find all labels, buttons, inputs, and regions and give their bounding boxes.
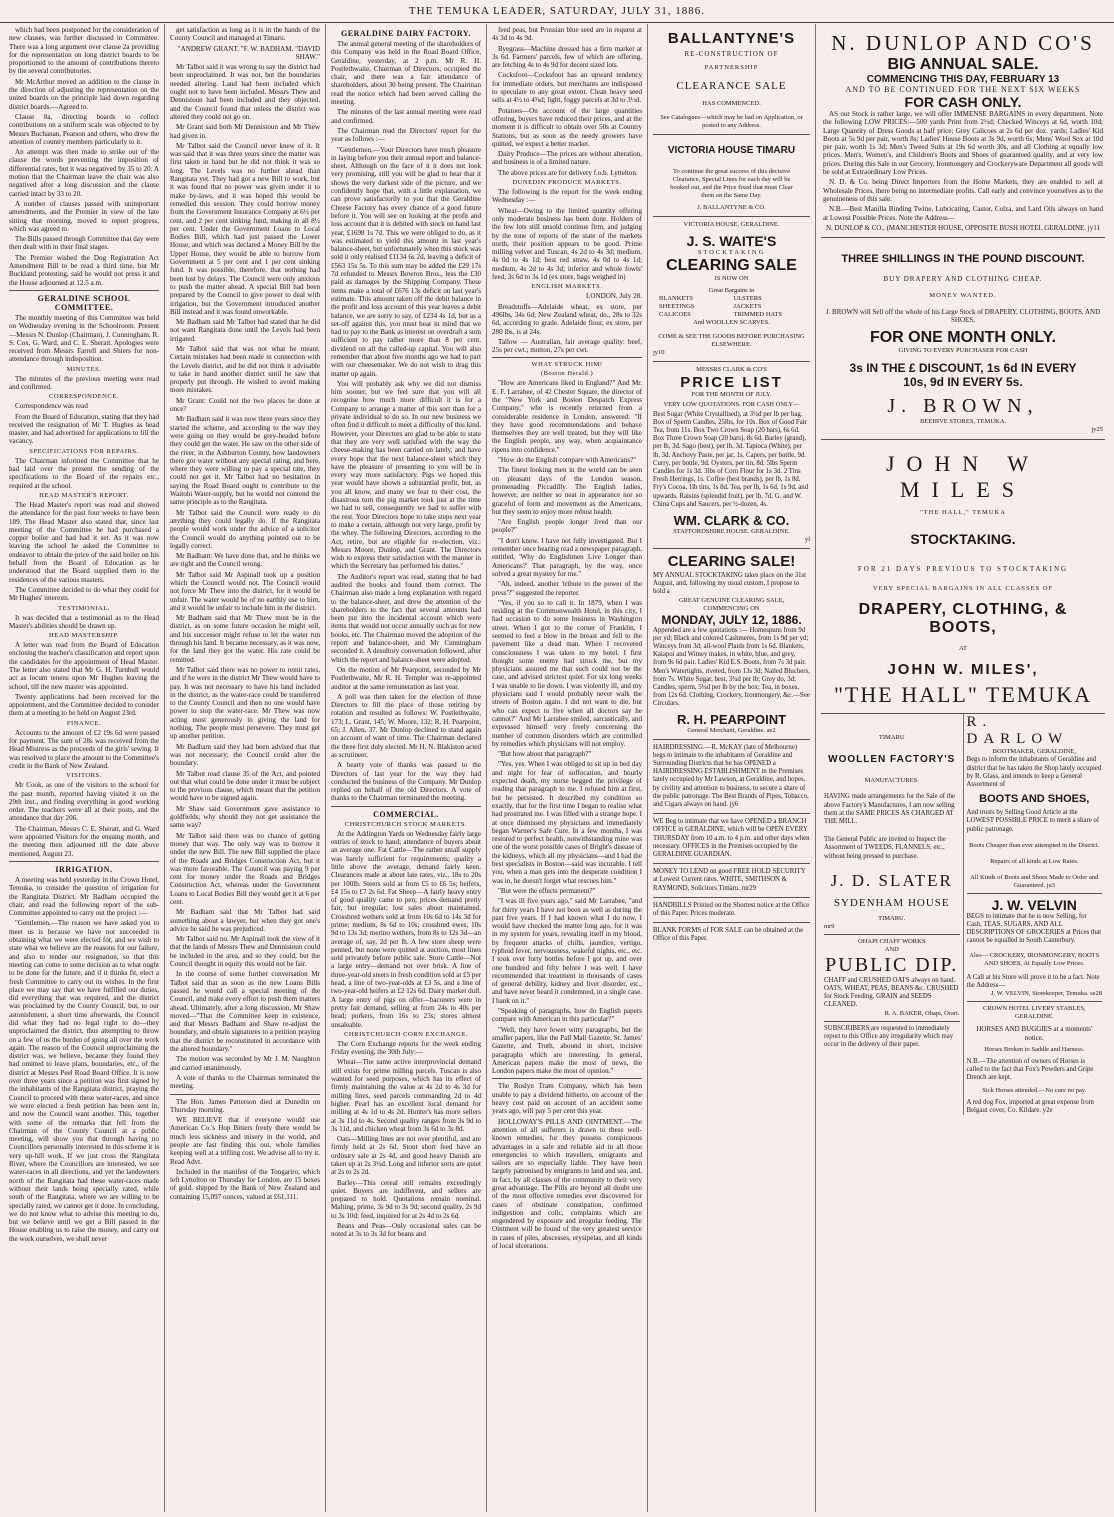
- ad-line: CROWN HOTEL LIVERY STABLES, GERALDINE.: [982, 1005, 1086, 1020]
- dateline: LONDON, July 28.: [586, 292, 642, 301]
- article-text: Twenty applications had been received for the appointment, and the Committee decided to consider them at a meeting to be held on August 23rd.: [9, 692, 159, 718]
- ad-line: CLEARANCE SALE: [676, 79, 787, 92]
- section-subheading: ENGLISH MARKETS.: [531, 283, 603, 291]
- article-heading: COMMERCIAL.: [373, 809, 439, 819]
- ad-pearpoint: [653, 549, 810, 740]
- ad-title: R. DARLOW: [966, 714, 1069, 748]
- divider: [492, 1078, 642, 1079]
- ad-line: FOR ONE MONTH ONLY.: [869, 328, 1057, 346]
- article-text: At the Addington Yards on Wednesday fairly large entries of stock to hand; attendance of buyers about an average one. Fat Cattle—The rather small supply was barely sufficient for requirements; quality a little above the average, demand fairly keen. Clearances made at about late rates, viz., 18s to 20s per 100lb. Steers sold at from £5 to £6 5s; heifers, £4 15s to £7 2s 6d. Fat Sheep—A fairly heavy entry of good quality came to pen; prices demand pretty fair, but irregular; lost sales about maintained. Crossbred wethers sold at from 10s 6d to 14s 3d for prime; medium, 8s 6d to 10s; crossbred ewes, 10s 9d to 13s 3d; merino wethers, from 8s to 12s 3d—an average of, say, 2d per lb. A few store sheep were penned, but none were quitted at auction, most lines sold privately before public sale. Store Cattle—Not a large entry—demand not over brisk. A line of three-year-old steers in fresh condition sold at £5 per head, a line of two-year-olds at £3 5s, and a line of two-year-old heifers at £2 12s 6d. Dairy market dull. A large entry of pigs on offer—baconers were in pretty fair demand, selling at from 24s to 40s per head; porkers, from 16s to 23s; stores almost unsaleable.: [331, 829, 481, 1029]
- ad-line: BOOTS AND SHOES,: [979, 793, 1090, 806]
- article-text: feed peas, but Prussian blue seed are in request at 4s 3d to 4s 9d.: [492, 26, 642, 43]
- article-text: A vote of thanks to the Chairman terminated the meeting.: [170, 1073, 320, 1091]
- section-subheading: FINANCE.: [66, 719, 102, 727]
- ad-line: 3s IN THE £ DISCOUNT, 1s 6d IN EVERY 10s, 9d IN EVERY 5s.: [849, 360, 1077, 389]
- ad-title: WM. CLARK & CO.: [673, 512, 790, 528]
- article-text: Breadstuffs—Adelaide wheat, ex store, per 496lbs, 34s 6d; New Zealand wheat, do., 28s to 32s 6d, according to grade. Adelaide flour, ex store, per 280 lbs, is at 24s.: [492, 302, 642, 336]
- section-subheading: SPECIFICATIONS FOR REPAIRS.: [29, 447, 139, 455]
- ad-line: OHAPI CHAFF WORKS: [858, 937, 926, 945]
- article-text: Ryegrass—Machine dressed has a firm market at 3s 6d. Farmers' parcels, few of which are offering, are fetching 4s to 4s 9d for decent sized lots.: [492, 44, 642, 70]
- column-4: [487, 24, 648, 1512]
- ad-line: COME & SEE THE GOODS BEFORE PURCHASING ELSEWHERE.: [658, 332, 805, 348]
- ad-darlow: [967, 714, 1103, 889]
- article-text: Potatoes—On account of the large quantities offering, buyers have reduced their prices, and at the moment it is difficult to obtain over 50s at Country Stations, but as soon as the needy growers have quitted, we expect a better market.: [492, 106, 642, 148]
- ad-text: The General Public are invited to Inspect the Assortment of TWEEDS, FLANNELS, etc., without being pressed to purchase.: [824, 836, 946, 860]
- article-text: Accounts to the amount of £2 19s 6d were passed for payment. The sum of 28s was received from the Head Mistress as the proceeds of the girls' sewing. It was resolved to place the amount to the Committee's credit in the Bank of New Zealand.: [9, 728, 159, 770]
- ad-title: JOHN W MILES: [885, 450, 1041, 502]
- ad-victoria-house: [653, 135, 810, 217]
- article-text: The Auditor's report was read, stating that he had audited the books and found them correct. The Chairman also made a long explanation with regard to the balance-sheet, and drew the attention of the shareholders to the fact that several amounts had been put into the incidental account which were items that would not occur annually such as for new books, etc. The Chairman moved the adoption of the report and balance-sheet, and Mr Cunningham seconded it. A desultory conversation followed, after which the report and balance-sheet were adopted.: [331, 572, 481, 664]
- ad-text: HAIRDRESSING.—R. McKAY (late of Melbourne) begs to intimate to the inhabitants of Geraldine and Surrounding Districts that he has OPENED a HAIRDRESSING ESTABLISHMENT in the Premises lately occupied by Mr Lawson, at Geraldine, and hopes, by civility and attention to business, to secure a share of the public patronage. The Best Brands of Pipes, Tobacco, and Cigars always on hand. jy6: [653, 743, 809, 808]
- news-item: HOLLOWAY'S PILLS AND OINTMENT.—The attention of all sufferers is drawn to these well-known remedies, for they possess conspicuous advantages in a safe and reliable aid in all those emergencies to which travellers, emigrants and sailors are so especially liable. They have been largely patronised by emigrants to land and sea, and, in fact, by all classes of the community to their very great advantage. The Pills are beyond all doubt one of the most effective remedies ever discovered for cases of obstinate constipation, confirmed indigestion and colic, complaints which are engendered by exposure and irregular feeding. The Ointment will be found of the very greatest service in cases of piles, abscesses, erysipelas, and all kinds of local ulcerations.: [492, 1117, 642, 1251]
- section-subheading: WHAT STRUCK HIM!: [531, 361, 603, 369]
- ad-text: HAVING made arrangements for the Sale of the above Factory's Manufactures, I am now selling them at the SAME PRICES AS CHARGED AT THE MILL.: [824, 793, 956, 825]
- article-text: The following is the report for the week ending Wednesday :—: [492, 188, 642, 205]
- ad-title: R. H. PEARPOINT: [676, 711, 787, 727]
- article-text: "But how about that paragraph?": [498, 750, 592, 759]
- article-heading: IRRIGATION.: [55, 864, 113, 874]
- ad-line: STOCKTAKING.: [910, 530, 1016, 547]
- article-text: The Committee decided to do what they could for Mr Hughes' interests.: [9, 585, 159, 603]
- article-text: In the course of some further conversation Mr Talbot said that as soon as the new Loans Bills passed he would call a special meeting of the Council, and make every effort to push them matters ahead. Ultimately, after a long discussion, Mr Shaw moved—"That the Committee keep in existence, and that Messrs Badham and Shaw re-adjust the boundary, and obtain signatures to a petition praying that the district be reconstituted in accordance with the altered boundary.": [170, 970, 320, 1054]
- ad-line: To continue the great success of this decisive Clearance, Special Lines for each day will be booked out, and the Price fixed that must Clear them on the Same Day.: [670, 167, 793, 199]
- article-text: Mr Talbot said that was not what he meant. Certain mistakes had been made in connection with the Levels district, and he did not think it advisable to take in hand another district until he saw that properly put through. He wished to avoid making more mistakes.: [170, 344, 320, 395]
- article-text: You will probably ask why we did not dismiss him sooner, but we feel sure that you will all recognise how much more difficult it is for a Company to arrange a matter of this sort than for a private individual to do so. In our new business we often find it difficult to meet a difficulty of this kind. However, your Directors are glad to be able to state that they are very well satisfied with the way the cheese-making has been carried on lately, and have every hope that the next balance-sheet which they have the pleasure of presenting to you will be in every way more satisfactory. Pigs we hoped this year would have shown a substantial profit, but, as you all know, and many we fear to their cost, the disastrous turn the pig market took just at the time we had to sell, consequently we had to suffer with the rest. Your Directors hope to take steps next year to make a certain, although not very large, profit by the whey. The following Directors, according to the Act, retire, but are eligible for re-election, viz.: Messrs Moore, Dunlop, and Grant. The Directors wish to express their satisfaction with the manner in which the Secretary has performed his duties.": [331, 379, 481, 571]
- ad-money-to-lend: [653, 864, 810, 898]
- ad-crown-hotel: [967, 1005, 1103, 1115]
- divider: [967, 1001, 1103, 1002]
- ad-line: "THE HALL" TEMUKA: [833, 682, 1093, 708]
- article-text: Mr Grant said both Mr Dennistoun and Mr Thew had given in.: [170, 123, 320, 140]
- ad-text: CHAFF and CRUSHED OATS always on hand. OATS, WHEAT, PEAS, BEANS &c. CRUSHED for Stock Feeding. GRAIN and SEEDS CLEANED.: [824, 976, 959, 1009]
- article-text: A meeting was held yesterday in the Crown Hotel, Temuka, to consider the question of irrigation for the Rangitata District. Mr Badham occupied the chair, and read the following report of the sub-Committee appointed to carry out the project :—: [9, 875, 159, 918]
- ad-address: N. DUNLOP & CO., (MANCHESTER HOUSE, OPPOSITE BUSH HOTEL GERALDINE. jy11: [826, 223, 1100, 232]
- article-text: Mr Talbot said it was wrong to say the district had been unproclaimed. It was not, but the boundaries needed altering. Land had been included which ought not to have been included. Messrs Thew and Dennistoun had been included and they objected, and the Council found that unless the district was altered they could not go on.: [170, 63, 320, 121]
- article-text: Mr Badham said they had been advised that that was not necessary; the Council could alter the boundary.: [170, 742, 320, 768]
- ad-line: MANUFACTURES.: [864, 777, 919, 785]
- ad-line: AT: [959, 645, 967, 653]
- ad-line: AND: [884, 945, 899, 953]
- ad-line: HORSES AND BUGGIES at a moments' notice.: [976, 1025, 1093, 1042]
- ad-title: WOOLLEN FACTORY'S: [828, 754, 956, 766]
- divider: [967, 893, 1103, 894]
- ad-text: MONEY TO LEND on good FREE HOLD SECURITY at Lowest Current rates. WHITE, SMITHSON & RAYMOND, Solicitors Timaru. mr29: [653, 868, 806, 892]
- article-text: "I was ill five years ago," said Mr Larrabee, "and for thirty years I have not been as well as during the past five years. If I had known what I do now, I would have checked the matter long ago, for it was in my system for years, revealing itself in my blood, by frequent attacks of chills, jaundice, vertigo, typhoid fever, nervousness, wakeful nights, etc., etc. I took over forty bottles before I got up, and over one hundred and fifty before I was well. I have recommended that treatment in thousands of cases of general debility, kidney and liver disorder, etc., and have never heard it condemned, in a single case. I bank on it.": [492, 897, 642, 1005]
- ad-line: PARTNERSHIP: [704, 63, 759, 71]
- ad-title: PUBLIC DIP.: [825, 953, 959, 976]
- ad-clark: [653, 362, 810, 549]
- article-text: The Chairman read the Directors' report for the year as follows :—: [331, 126, 481, 144]
- news-item: The Hon. James Patterson died at Dunedin on Thursday morning.: [170, 1097, 320, 1114]
- ad-text: N.B.—The attention of owners of Horses is called to the fact that Fox's Powders and Gripe Drench are kept.: [966, 1058, 1094, 1082]
- price-list: Best Sugar (White Crystallised), at 3½d per lb per bag. Box of Sperm Candles, 25lbs, for 10s. Box of Good Fair Tea, from 11s. Box Two Crown Soap (20 bars), 6s 6d. Box Three Crown Soap (20 bars), 8s 6d. Barley (grand), per lb, 3d. Sago (best), per lb, 3d. Tapioca (White), per lb, 3d. Anchovy Paste, per jar, 1s. Capers, per bottle, 9d. Curry, per bottle, 9d. Oysters, per tin, 8d. 5lbs Sperm Candles for 1s 3d. 3lbs of Corn Flour for 1s 3d. 2 Tins Fresh Herrings, 1s. Coffee (best brands), per lb, 1s 8d. Fry's Cocoa, 1lb tins, 1s 8d. Tea, per lb, 1s 6d, 1s 9d, and upwards. Raisins (splendid fruit), per lb, 7d. G. and W. China Cups and Saucers, per ½-dozen, 4s.: [653, 410, 809, 508]
- ad-line: STOCKTAKING: [697, 248, 766, 256]
- ad-text: N. D. & Co. being Direct Importers from the Home Markets, they are enabled to sell at Wholesale Prices, there being no intermediate profits. Call early and convince yourselves as to the genuineness of this sale.: [823, 178, 1103, 203]
- ad-line: Appended are a few quotations :— Homespuns from 9d per yd; Black and colored Cashmeres, from 1s 9d per yd; Winceys from 3d; all-wool Plaids from 1s 6d. Blankets, Kaiapoi and Witney makes, in white, blue, and grey, from 9s 6d pair. Ladies' Kid E.S. Boots, from 7s 3d pair. Men's Watertights, riveted, from 13s 3d; Nailed Bluchers, from 7s. White Sugar, best, 3¾d per lb; Grey do, 3d; Candles, sperm, 5¼d per lb by the box; Tea, in boxes, from 12s 6d. Clothing, Crockery, Ironmongery, &c.—See Circulars.: [653, 626, 810, 708]
- article-text: "Are English people longer lived than our people?": [492, 518, 642, 535]
- section-subheading: MINUTES.: [66, 365, 102, 373]
- ad-line: And WOOLLEN SCARVES.: [693, 318, 770, 326]
- article-text: Clause 8a, directing boards to collect contributions on a uniform scale was objected to by Messrs Buchanan, Pearson and others, who drew the attention of country members particularly to it.: [9, 112, 159, 146]
- divider: [331, 806, 481, 807]
- ad-line: FOR 21 DAYS PREVIOUS TO STOCKTAKING: [857, 564, 1069, 573]
- section-subheading: VISITORS.: [66, 772, 102, 780]
- article-text: The motion was seconded by Mr J. M. Naughton and carried unanimously.: [170, 1055, 320, 1072]
- ad-line: MONEY WANTED.: [929, 291, 997, 299]
- ad-line: BOOTMAKER, GERALDINE,: [992, 748, 1076, 756]
- ad-title: BALLANTYNE'S: [667, 30, 796, 47]
- ad-line: COMMENCING ON: [703, 604, 760, 612]
- divider: [9, 861, 159, 862]
- column-3: [326, 24, 487, 1512]
- ad-line: BEEHIVE STORES, TEMUKA.: [919, 417, 1007, 425]
- ad-title: VICTORIA HOUSE TIMARU: [667, 144, 796, 156]
- article-text: Mr Talbot said the Council never knew of it. It was said that it was three years since the matter was first taken in hand but he did not think it was so long. The Levels was no further ahead than Rangitata yet. They had got a new Bill to work, but it was found that no power was given under it to make by-laws, and it was hoped this would be remedied this session. They could borrow money from the Government Insurance Company at 6½ per cent, and 2 per cent sinking fund, making in all 8½ per cent. Under the Government Loans to Local Bodies Bill, which had just passed the Lower House, and which was declared a Money Bill by the Upper House, they would be able to borrow from Government at 5 per cent and 1 per cent sinking fund. It was possible, therefore, that nothing had been lost by delays. The Council were only anxious to push the matter ahead. A special Bill had been prepared by the Council to give power to deal with irrigation, but the Government introduced another Bill instead and it was found unworkable.: [170, 141, 320, 316]
- ad-item: BLANKETS: [659, 294, 693, 302]
- newspaper-columns: [4, 24, 1110, 1512]
- ad-text: N.B.—Best Manilla Binding Twine, Lubricating, Castor, Colza, and Lard Oils always on hand at Lowest Possible Prices. Note the Address—: [823, 205, 1103, 222]
- article-text: "How are Americans liked in England?" And Mr. E. F. Larrabee, of 42 Chester Square, the director of the "New York and Boston Despatch Express Company," who is recently returned from a considerable residence in London, answered: "If they have good recommendations and behave themselves they are well treated, but they will like the English people, any way, when acquaintance ripens into confidence.": [492, 379, 642, 454]
- ad-line: IS NOW ON: [714, 274, 749, 282]
- ad-line: VERY LOW QUOTATIONS. FOR CASH ONLY—: [663, 400, 800, 408]
- article-text: Wheat—Owing to the limited quantity offering only moderate business has been done. Holders of the few lots still unsold continue firm, and judging by the tone of reports of the state of the markets north, their position appears to be good. Prime milling velvet and Tuscan, 4s 2d to 4s 3d; medium, 4s 0d to 4s 1d; best red straw, 4s 0d to 4s 1d; medium, 4s 2d to 4s 3d; inferior and whole fowls' feed, 3s 6d to 3s 1d (ex store, bags weighed in): [492, 206, 642, 282]
- section-subheading: TESTIMONIAL.: [58, 604, 110, 612]
- small-ads-left: [821, 714, 964, 1115]
- small-ads-area: [821, 714, 1105, 1115]
- article-text: Mr McArthur moved an addition to the clause in the direction of adjusting the representation on the united boards on the principle laid down regarding district boards.—Agreed to.: [9, 77, 159, 111]
- ad-line: BIG ANNUAL SALE.: [887, 56, 1039, 73]
- ad-item: SHEETINGS: [659, 302, 695, 310]
- signatures: "ANDREW GRANT. "F. W. BADHAM. "DAVID SHAW.": [177, 44, 320, 61]
- article-text: Mr Talbot said the Council were ready to do anything they could legally do. If the Rangitata people would work under the advice of a solicitor the Council would do anything pointed out to be legally correct.: [170, 508, 320, 550]
- article-text: Mr Badham said Mr Talbot had stated that he did not want Rangitata done until the Levels had been irrigated.: [170, 318, 320, 343]
- ad-line: MESSRS CLARK & CO'S: [696, 365, 767, 373]
- ad-text: HANDBILLS Printed on the Shortest notice at the Office of this Paper. Prices moderate.: [653, 901, 810, 918]
- article-text: A hearty vote of thanks was passed to the Directors of last year for the way they had conducted the business of the Company. Mr Dunlop replied on behalf of the old Directors. A vote of thanks to the Chairman terminated the meeting.: [331, 761, 481, 803]
- ad-line: STAFFORDSHIRE HOUSE. GERALDINE.: [673, 527, 790, 535]
- divider: [9, 290, 159, 291]
- article-text: The Bills passed through Committee that day were then dealt with in their final stages.: [9, 235, 160, 252]
- article-text: From the Board of Education, stating that they had received the resignation of Mr T. Hughes as head master, and had advertised for applications to fill the vacancy.: [9, 412, 160, 446]
- article-text: The Chairman, Messrs C. E. Sheratt, and G. Ward were appointed Visitors for the ensuing month, and the meeting then adjourned till the date above mentioned, August 23.: [9, 824, 159, 858]
- article-text: "Gentlemen,—Your Directors have much pleasure in laying before you their annual report and balance-sheet. Although on the face of it it does not look very promising, still you will be glad to hear that it shows the very darkest side of the picture, and we confidently hope that, with a little explanation, we can prove satisfactorily to you that the Geraldine Cheese Factory has every chance of a good future before it. You will see on looking at the profit and loss account that it is debited with stock on hand last year, £1698 1s 7d. This we were obliged to do, as it was estimated to yield this amount in last year's balance-sheet, but unfortunately when this stock was sold it only realised £1134 6s 2d, leaving a deficit of £563 15s 5s. To this sum may be added the £29 17s 7d refunded to Messrs Bowron Bros., less the £30 paid as damages by the Shipping Company. These items make a total of £676 13s deficit on last year's estimate. This amount taken off the debit balance in the profit and loss account of this year leaves a debit balance, we are sorry to say, of £234 4s 1d, but as a set-off against this, you must bear in mind that we had to pay to the Bank as interest on overdraft a sum sufficient to pay rather more than 8 per cent. dividend on all the called-up capital. You will also remember that about five months ago we had to part with our cheesemaker. We do not wish to drag this matter up again.: [331, 145, 481, 378]
- article-text: The minutes of the previous meeting were read and confirmed.: [9, 374, 159, 391]
- article-text: Mr Shaw said Government gave assistance to goldfields; why should they not get assistance the same way?: [170, 804, 320, 830]
- ad-line: DRAPERY, CLOTHING, & BOOTS,: [858, 601, 1068, 637]
- column-5-advertisements: [648, 24, 816, 1512]
- article-text: Mr Badham said it was now three years since they started the scheme, and according to the way they were going on they would be grey-headed before they could get the water. He saw on the other side of the river, in the Ashburton County, how landowners there got water without any special rating, and here, where they were willing to pay a special rate, they could not get it. Mr Talbot had no hesitation in saying the Road Board ought to contribute to the Waitohi Water-supply, but he would not contend the same principle as to the Rangitata.: [170, 415, 320, 507]
- ad-text: Begs to inform the inhabitants of Geraldine and district that he has taken the Shop lately occupied by R. Glass, and intends to keep a General Assortment of: [966, 756, 1102, 788]
- ad-line: CLEARING SALE: [666, 256, 797, 274]
- article-text: Mr Badham said that Mr Thew must be in the district, as on some future occasion he might sell, and his successor might refuse to let the water run through his land. It became necessary, as it was now, for the land they got the water. His rate could be remitted.: [170, 614, 320, 664]
- article-text: Mr Talbot said Mr Aspinall took up a position which the Council would not. The Council would not force Mr Thew into the district, for it would be unfair. The water would be of no earthly use to him, and it would be unfair to include him in the district.: [170, 570, 320, 612]
- article-text: "Ah, indeed, another 'tribute to the power of the press'?" suggested the reporter.: [492, 580, 642, 597]
- ad-velvin: [967, 897, 1103, 998]
- source-line: (Boston Herald.): [540, 370, 594, 378]
- ad-title: J. D. SLATER: [830, 870, 953, 890]
- ad-line: AND TO BE CONTINUED FOR THE NEXT SIX WEEKS: [845, 85, 1081, 94]
- article-text: Mr Badham: We have done that, and he thinks we are right and the Council wrong.: [170, 552, 320, 569]
- article-text: "Gentlemen,—The reason we have asked you to meet us is because we have not succeeded in obtaining what we were elected for, and we wish to state what we believe are the reasons for our failure, and also to tender our resignation, so that this meeting can come to some decision as to what ought to be done for the future, and if it thinks fit, elect a fresh Committee to carry out its wishes. In the first place we may say that we have fulfilled our duties, did everything that was required, and the district was proclaimed by the County Council, but, to our astonishment, a short time afterwards, the Council did what they had no legal right to do—they unproclaimed the district, thus attempting to throw on a few of us the burden of going all over the work again. The reason of the Council unproclaiming the district was, we believe, because they found they had omitted to leave plans, boundaries, etc., of the district at Messrs Peel Road Board Office. It is now over three years since a petition was first signed by the inhabitants of the Rangitata district, praying the Council to proceed with these water-races, and since we were elected a fresh petition has been sent in, and now the Council want another. This, together with some of the remarks that fell from the Chairman of the County Council at a public meeting, will show you that through having no Councillors personally interested in this scheme it is very up-hill work. If we just cross the Rangitata River, where the Councillors are interested, we see water-races in all directions, and yet the landowners north of the Rangitata had these water-races made without their lands being specially rated, while south of the Rangitata, where we are willing to be specially rated, we cannot get it done. In concluding, we do not know what to advise this meeting to do, but we believe until we get a Bill passed in the House enabling us to raise the money, and carry out the work ourselves, we shall never: [9, 919, 159, 1243]
- ad-line: J. BROWN will Sell off the whole of his Large Stock of DRAPERY, CLOTHING, BOOTS, AND SHOES,: [825, 307, 1101, 325]
- ad-ohapi-chaff: [824, 938, 960, 1018]
- article-heading: GERALDINE SCHOOL COMMITTEE.: [37, 293, 131, 312]
- article-text: "But were the effects permanent?": [498, 886, 596, 895]
- section-subheading: HEAD MASTER'S REPORT.: [39, 491, 129, 499]
- ad-hairdressing: [653, 740, 810, 815]
- article-text: Mr Talbot read clause 35 of the Act, and pointed out that what could be done under it must be subject to the previous clause, which meant that the petition would have to be signed again.: [170, 769, 320, 803]
- article-text: A letter was read from the Board of Education enclosing the teacher's classification and report upon the candidates for the appointment of Head Master. The letter also stated that Mr G. H. Turnbull would act as locum tenens upon Mr Hughes leaving the school, till the new master was appointed.: [9, 641, 159, 691]
- article-text: which had been postponed for the consideration of new clauses, was further discussed in Committee. There was a long argument over clause 2a providing for the representation on long district boards to be proportioned to the amount of contributions thereto by the several contributories.: [9, 26, 159, 76]
- ad-line: Sick Horses attended.—No cure no pay.: [982, 1086, 1087, 1094]
- ad-line: Horses Broken to Saddle and Harness.: [984, 1046, 1085, 1053]
- article-text: The Premier wished the Dog Registration Act Amendment Bill to be read a third time, but Mr Buckland protesting, said he would not press it and the House adjourned at 12.5 a.m.: [9, 253, 159, 287]
- article-text: "Yes, yes. When I was obliged to sit up in bed day and night for fear of suffocation, and hourly expected death, my nurse begged the privilege of reading that paragraph to me. I refused him at first, but he persisted. It described my condition so exactly, that for the first time I began to realise what had prostrated me. I was filled with a strange hope. I at once dismissed my physicians and immediately began Warner's Safe Cure. In a few months, I was restored to perfect health, notwithstanding mine was one of the worst possible cases of Bright's disease of the kidneys, which all my physicians—and I had the best specialists in Boston—said was incurable. I tell you, when a man gets into the desperate condition I was in, he doesn't forget what rescues him.": [492, 760, 642, 885]
- ad-item: TRIMMED HATS: [733, 310, 783, 318]
- ad-text: AS our Stock is rather large, we will offer IMMENSE BARGAINS in every department. Note the following LOW PRICES:—500 yards Print from 2½d; Checked Winceys at 6d, worth 10d; Large Quantity of Dress Goods at half price; Grey Calicoes at 2s 6d per doz. yards; Ladies' Kid Boots at 5s 9d per pair, worth 8s; Ladies' House Boots at 3s 9d, worth 6s; Mens' Wool Sox at 10d per pair, worth 1s 3d; Men's Tweed Suits at 19s 6d worth 30s, and all Clothing at equally low prices. Men's, Women's, and Children's Boots and Shoes of guaranteed quality, and at very low prices. During this Sale in our Grocery, Ironmongery and Crockeryware Department all goods will be sold at Extraordinary Low Prices.: [823, 110, 1103, 177]
- ad-line: GIVING TO EVERY PURCHASER FOR CASH: [898, 346, 1028, 354]
- ad-code: yl: [804, 535, 810, 543]
- ad-line: MY ANNUAL STOCKTAKING takes place on the 31st August, and, following my usual custom, I propose to hold a: [653, 571, 807, 596]
- ad-item: CALICOES: [659, 310, 691, 318]
- ad-line: RE-CONSTRUCTION OF: [684, 50, 779, 58]
- ad-line: FOR THE MONTH OF JULY.: [691, 390, 772, 398]
- article-heading: GERALDINE DAIRY FACTORY.: [341, 29, 471, 38]
- ad-line: J. BALLANTYNE & CO.: [697, 203, 766, 211]
- divider: [170, 1094, 320, 1095]
- ad-title: J. W. VELVIN: [991, 896, 1077, 913]
- article-text: "Speaking of paragraphs, how do English papers compare with American in this particular?": [492, 1007, 642, 1024]
- ad-handbills: [653, 898, 810, 923]
- ad-line: TIMARU: [878, 734, 905, 742]
- ad-item: ULSTERS: [733, 294, 762, 302]
- article-text: A number of clauses passed with unimportant amendments, and the Premier in view of the late sitting that morning, moved to report progress, which was agreed to.: [9, 199, 159, 233]
- ad-text: A Call at his Store will prove it to be a fact. Note the Address—: [966, 973, 1100, 989]
- ad-line: BUY DRAPERY AND CLOTHING CHEAP.: [883, 275, 1043, 284]
- article-text: Mr Badham said that Mr Talbot had said something about a lawyer, but when they got one's advice he said he was prejudiced.: [170, 908, 320, 933]
- ad-line: GREAT GENUINE CLEARING SALE,: [678, 596, 785, 604]
- article-text: Cocksfoot—Cocksfoot has an upward tendency for immediate orders, but merchants are indisposed to speculate to any great extent. Clean heavy seed sells at 4½ to 4⅝d; light, foggy parcels at 3d to 3½d.: [492, 71, 642, 105]
- ad-line: SYDENHAM HOUSE: [833, 896, 950, 909]
- article-text: Mr Grant: Could not the two places be done at once?: [170, 396, 320, 414]
- ad-blank-forms: [653, 923, 810, 947]
- article-text: Beans and Peas—Only occasional sales can be noted at 3s to 3s 3d for beans and: [331, 1222, 481, 1239]
- ad-line: Also— CROCKERY, IRONMONGERY, BOOTS AND SHOES, At Equally Low Prices.: [969, 951, 1100, 967]
- ad-text: BEGS to intimate that he is now Selling, for Cash, TEAS, SUGARS, AND ALL DESCRIPTIONS OF GROCERIES at Prices that cannot be equalled in South Canterbury.: [966, 912, 1102, 945]
- ad-line: TIMARU.: [878, 914, 906, 922]
- divider: [824, 934, 960, 935]
- ad-text: WE Beg to intimate that we have OPENED a BRANCH OFFICE in GERALDINE, which will be OPEN EVERY THURSDAY from 10 a.m. to 4 p.m. and other days when necessary. OFFICES in the Premises occupied by the GERALDINE GUARDIAN.: [653, 818, 810, 859]
- ad-brown: [821, 238, 1105, 440]
- ad-waite: [653, 217, 810, 362]
- ad-text: BLANK FORMS of FOR SALE can be obtained at the Office of this Paper.: [653, 927, 804, 943]
- ad-code: mr9: [824, 922, 835, 930]
- ad-line: R. A. BAKER, Ohapi, Orari.: [884, 1009, 960, 1017]
- column-1: [4, 24, 165, 1512]
- section-subheading: CHRISTCHURCH STOCK MARKETS.: [344, 820, 468, 828]
- article-text: The above prices are for delivery f.o.b. Lyttelton.: [498, 168, 638, 177]
- notice-subscribers: SUBSCRIBERS are requested to immediately report to this Office any irregularity which may occur in the delivery of their paper.: [824, 1024, 954, 1048]
- ad-item-list: [653, 295, 810, 319]
- ad-line: Boots Cheaper than ever attempted in the District.: [969, 841, 1100, 849]
- article-text: It was decided that a testimonial as to the Head Master's abilities should be drawn up.: [9, 613, 159, 630]
- article-text: Tallow — Australian, fair average quality: beef, 25s per cwt.; mutton, 27s per cwt.: [492, 337, 642, 355]
- article-text: The monthly meeting of this Committee was held on Wednesday evening in the Schoolroom. Present—Messrs N. Dunlop (Chairman), J. Cunningham, R. S. Cox, G. Ward, and C. E. Sheratt. Apologies were received from Messrs Farrell and Shiers for non-attendance through indisposition.: [9, 313, 159, 364]
- small-ads-right: [964, 714, 1106, 1115]
- ad-miles: [821, 440, 1105, 715]
- article-text: The Corn Exchange reports for the week ending Friday evening, the 30th July:—: [331, 1039, 481, 1057]
- ad-dunlop: [821, 26, 1105, 238]
- column-6-advertisements: [816, 24, 1110, 1512]
- article-text: The Head Master's report was read and showed the attendance for the past four weeks to have been 189. The Head Master also stated that, since last meeting of the Committee he had purchased a copper boiler and had had it set. As it was now leaving the school he asked the Committee to endeavor to obtain the price of the said boiler on his behalf from the Board of Education as he understood that the Board supplied them to the residences of the various masters.: [9, 500, 159, 584]
- ad-line: Repairs of all kinds at Low Rates.: [990, 857, 1079, 865]
- article-text: "Yes, if you so to call it. In 1879, when I was residing at the Commonwealth Hotel, in this city, I had occasion to do some business in Washington street. When I got to the corner of Franklin, I seemed to feel a blow in the breast and fell to the pavement like a dead man. When I recovered consciousness I was taken to my hotel. I first thought some enemy had struck me, but my physicians assured me that such could not be the case, and advised strictest quiet. For six long weeks I was unable to lie down. I was violently ill, and my physicians said I would probably never walk the streets of Boston again. I did not want to die, but who can expect to live when all doctors say he cannot?" And Mr Larrabee smiled, sarcastically, and expressed himself very freely concerning the number of common disorders which are controlled by remedies which physicians will not employ.: [492, 598, 642, 748]
- article-text: An attempt was then made to strike out of the clause the words preventing the imposition of differential rates, but it was negatived by 35 to 20. A motion that the Chairman leave the chair was also negatived after a long discussion and the clause carried intact by 33 to 20.: [9, 148, 159, 198]
- ad-line: All Kinds of Boots and Shoes Made to Order and Guaranteed. ju3: [970, 873, 1099, 889]
- ad-line: HAS COMMENCED.: [702, 99, 761, 107]
- ad-line: MONDAY, JULY 12, 1886.: [661, 612, 802, 627]
- news-item: The Roslyn Tram Company, which has been unable to pay a dividend hitherto, on account of the heavy cost paid on account of an accident some years ago, will pay 5 per cent this year.: [492, 1082, 642, 1116]
- ad-line: FOR CASH ONLY.: [904, 94, 1022, 110]
- ad-title: PRICE LIST: [680, 373, 783, 391]
- article-text: A poll was then taken for the election of three Directors to fill the place of those retiring by rotation and resulted as follows: W. Postlethwaite, 173; L. Grant, 145; W. Moore, 132; R. H. Pearpoint, 65; J. Allen, 37. Mr Dunlop declined to stand again on account of want of time. The Chairman declared the three first duly elected. Mr H. N. Blakiston acted as scrutineer.: [331, 692, 481, 759]
- ad-code: jy10: [653, 348, 665, 356]
- ad-line: VERY SPECIAL BARGAINS IN ALL CLASSES OF: [872, 585, 1054, 593]
- section-subheading: DUNEDIN PRODUCE MARKETS.: [512, 179, 622, 187]
- ad-item: JACKETS: [733, 302, 762, 310]
- ad-line: General Merchant, Geraldine. ae2: [687, 726, 776, 734]
- article-text: "I don't know. I have not fully investigated. But I remember once hearing read a newspaper paragraph, entitled, 'Why do Englishmen Live Longer than Americans?' That paragraph, by the way, once solved a great mystery for me.": [492, 536, 642, 578]
- ad-title: THREE SHILLINGS IN THE POUND DISCOUNT.: [841, 253, 1085, 266]
- ad-text: And trusts by Selling Good Article at the LOWEST POSSIBLE PRICE to merit a share of public patronage.: [966, 809, 1100, 833]
- ad-title: J. BROWN,: [887, 394, 1039, 417]
- section-subheading: CHRISTCHURCH CORN EXCHANGE.: [344, 1030, 468, 1038]
- ad-line: Great Bargains in: [708, 286, 755, 294]
- ad-title: CLEARING SALE!: [667, 552, 796, 570]
- ad-line: COMMENCING THIS DAY, FEBRUARY 13: [866, 74, 1060, 85]
- article-text: The Chairman informed the Committee that he had laid over the present the sending of the specifications to the Board of the repairs etc., required at the school.: [9, 456, 159, 490]
- article-text: Barley—This cereal still remains exceedingly quiet. Buyers are indifferent, and sellers are prepared to hold. Quotations remain nominal. Malting, prime, 3s 9d to 3s 9d; second quality, 2s 9d to 3s 10d; feed, inquired for at 2s 4d to 2s 6d.: [331, 1178, 481, 1220]
- ad-line: JOHN W. MILES',: [887, 661, 1039, 679]
- ad-branch-office: [653, 814, 810, 864]
- article-text: Mr Talbot said no. Mr Aspinall took the view of it that the lands of Messrs Thew and Dennistoun could be included in the area, and so they could, but the Council thought in equity this would not be fair.: [170, 935, 320, 969]
- article-text: The finest looking men in the world can be seen on pleasant days of the London season, promenading Piccadilly. The English ladies, however, are neither so neat in appearance nor so graceful of form and movement as the Americans, but they seem to enjoy more robust health.: [492, 466, 642, 516]
- ad-woollen-factory: [824, 714, 960, 930]
- article-text: The minutes of the last annual meeting were read and confirmed.: [331, 108, 481, 125]
- divider: [824, 1021, 960, 1022]
- article-text: Dairy Produce—The prices are without alteration, and business is of a limited nature.: [492, 150, 642, 167]
- column-2: [165, 24, 326, 1512]
- section-subheading: HEAD MASTERSHIP.: [49, 632, 119, 640]
- ad-ballantyne: [653, 26, 810, 135]
- article-text: "How do the English compare with Americans?": [498, 456, 637, 465]
- news-item: WE BELIEVE that if everyone would use American Co.'s Hop Bitters freely there would be much less sickness and misery in the world, and people are fast finding this out, whole families keeping well at a trifling cost. We advise all to try it. Read Advt.: [170, 1116, 320, 1166]
- article-text: Correspondence was read: [15, 402, 88, 411]
- article-text: get satisfaction as long as it is in the hands of the County Council and managed at Timaru.: [170, 26, 320, 43]
- ad-code: jy25: [1091, 425, 1103, 433]
- ad-line: J. W. VELVIN, Storekeeper, Temuka. se28: [990, 990, 1102, 997]
- ad-line: "THE HALL," TEMUKA: [920, 508, 1006, 516]
- article-text: Mr Talbot said there was no chance of getting money that way. The only way was to borrow it under the new Bill. The new Bill supplied the place of the Roads and Bridges Construction Act, but it was more favorable. The Council was paying 9 per cent for money under the Roads and Bridges Construction Act, whereas under the Government Loans to Local Bodies Bill they would get it at 6 per cent.: [170, 831, 320, 906]
- article-text: On the motion of Mr Pearpoint, seconded by Mr Postlethwaite, Mr R. H. Templer was re-appointed auditor at the same remuneration as last year.: [331, 665, 481, 691]
- article-text: "Well, they have fewer witty paragraphs, but the smaller papers, like the Pall Mall Gazette, St. James' Gazette, and Truth, abound in short, incisive paragraphs which are interesting. In general, American papers make the most of news, the London papers make the most of opinion.": [492, 1025, 642, 1076]
- article-text: Oats—Milling lines are not over plentiful, and are firmly held at 2s 6d. Stout short feed have an ordinary sale at 2s 4d, and good heavy Danish are taken up at 2s 3½d. Long and inferior sorts are quiet at 2s to 2s 2d.: [331, 1135, 481, 1177]
- news-item: Included in the manifest of the Tongariro, which left Lyttelton on Thursday for London, are 15 boxes of gold, shipped by the Bank of New Zealand and containing 15,097 ounces, valued at £61,111.: [170, 1167, 320, 1201]
- ad-text: A red dog Fox, imported at great expense from Belgaut cover, Co. Kildare. y2e: [966, 1098, 1094, 1114]
- divider: [492, 357, 642, 358]
- ad-title: J. S. WAITE'S: [686, 232, 777, 249]
- article-text: The annual general meeting of the shareholders of this Company was held in the Road Board Office, Geraldine, yesterday, at 2 p.m. Mr R. H. Postlethwaite, Chairman of Directors, occupied the chair, and there was a fair attendance of shareholders, about 30 being present. The Chairman read the notice which had been served calling the meeting.: [331, 40, 481, 107]
- section-subheading: CORRESPONDENCE.: [49, 393, 119, 401]
- ad-line: VICTORIA HOUSE, GERALDINE.: [683, 220, 780, 228]
- ad-line: See Catalogues—which may be had on Application, or posted to any Address.: [660, 113, 803, 129]
- article-text: Wheat—The same active interprovincial demand still exists for prime milling parcels. Tuscan is also wanted for seed purposes, which has its effect of firmly maintaining the value at 4s 2d to 4s 3d for milling lines, seed parcels commanding 2d to 4d higher. Pearl has an excellent local demand for milling at 4s 1d to 4s 2d. Hunter's has more sellers at 3s 11d to 4s. Second quality ranges from 3s 9d to 3s 11d, and chicken wheat from 3s 6d to 3s 8d.: [331, 1058, 481, 1133]
- ad-title: N. DUNLOP AND CO'S: [831, 31, 1095, 55]
- article-text: Mr Talbot said there was no power to remit rates, and if he were in the district Mr Thew would have to pay. It was not necessary to have his land included in the district, as the water-race could be transferred to the County Council and then no one would have power to stop the water-race. Mr Thew was now acting most generously in giving the land for nothing. The people must persevere. They must get up another petition.: [170, 665, 320, 741]
- masthead: THE TEMUKA LEADER, SATURDAY, JULY 31, 1886.: [0, 0, 1114, 23]
- article-text: Mr Cook, as one of the visitors to the school for the past month, reported having visited it on the 29th inst., and finding everything in good working order. The teachers were all at their posts, and the attendance that day 206.: [9, 781, 159, 823]
